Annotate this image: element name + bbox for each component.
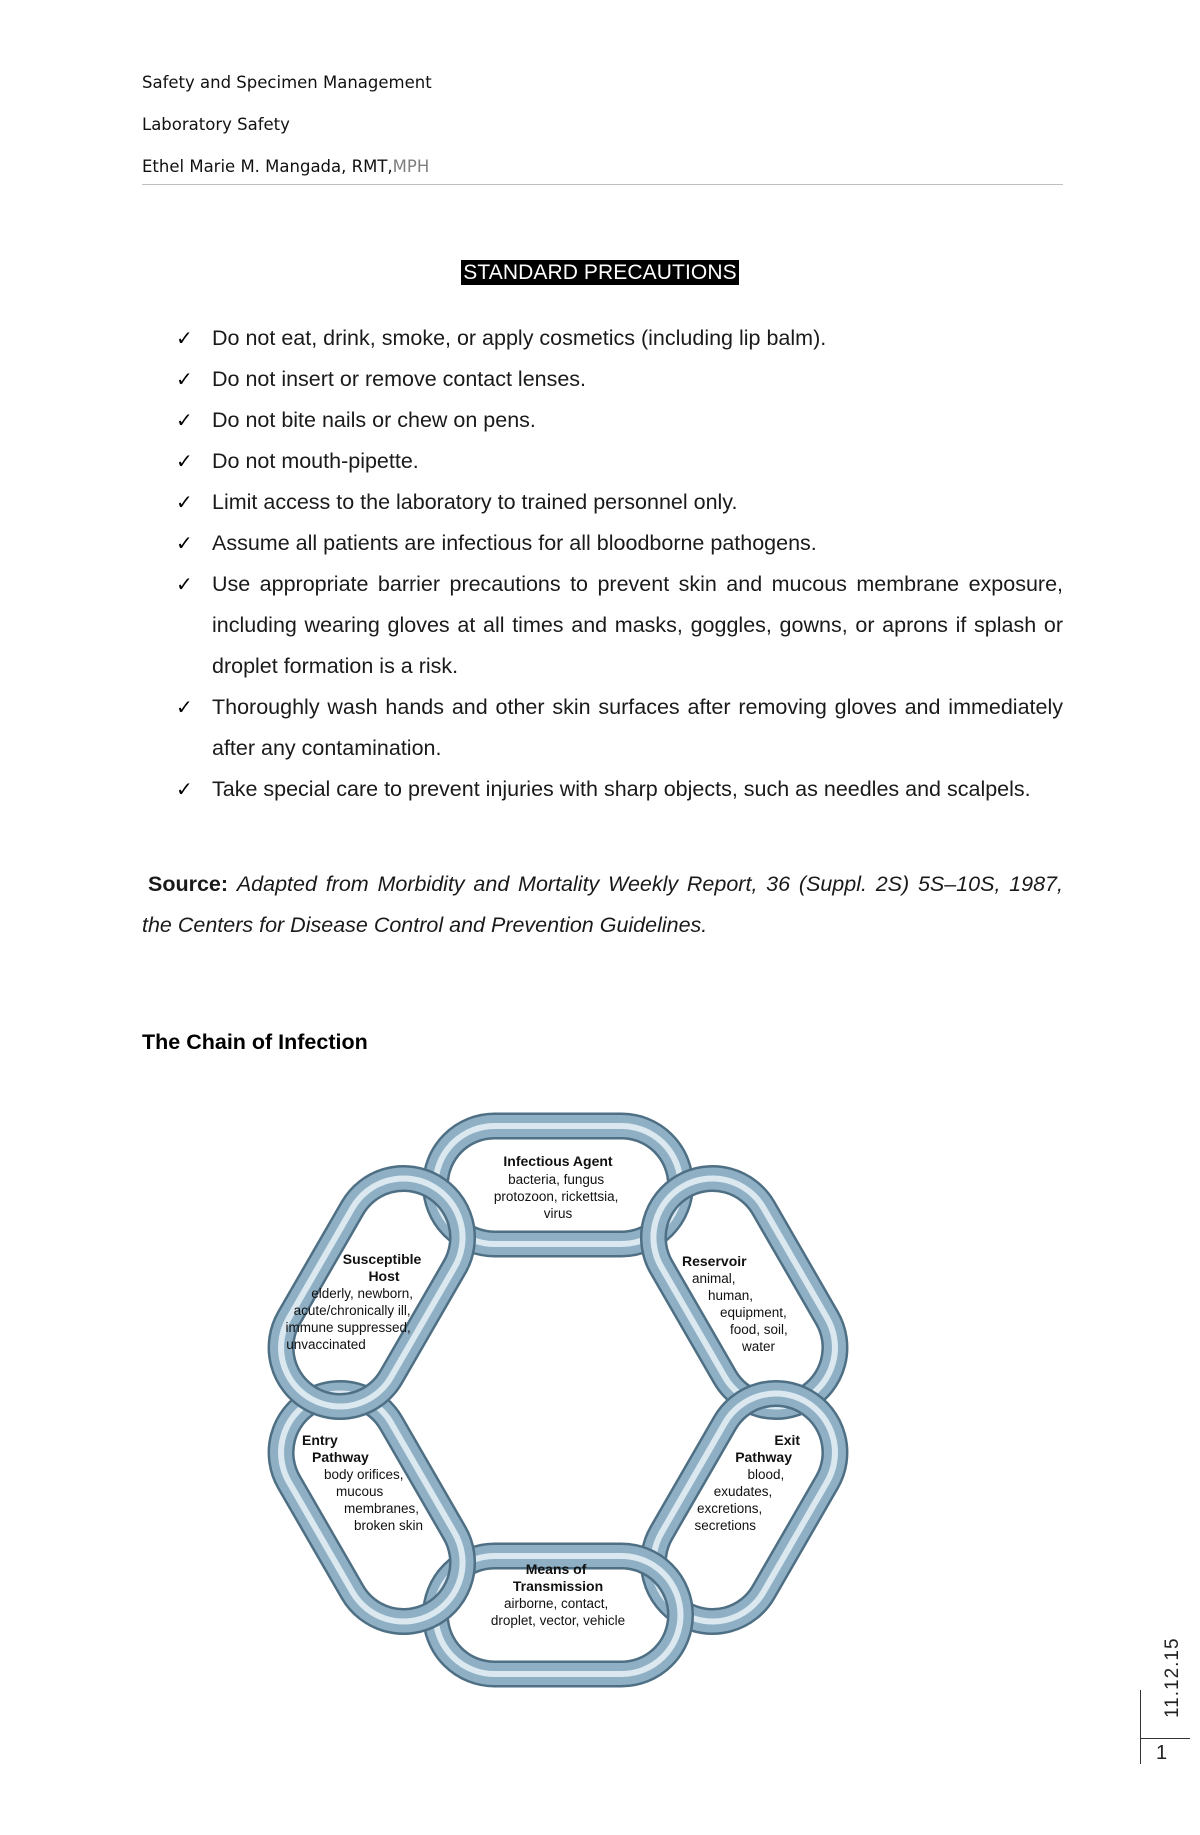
section-title [0,261,1200,285]
label-detail: animal, [692,1271,736,1286]
precaution-text: Limit access to the laboratory to trained personnel only. [212,490,738,514]
checkmark-icon: ✓ [176,572,193,596]
label-title: Pathway [312,1449,369,1465]
label-detail: blood, [747,1467,785,1482]
checkmark-icon: ✓ [176,408,193,432]
header-author [142,156,1063,182]
precaution-text: Use appropriate barrier precautions to prevent skin and mucous membrane exposure, including wearing gloves at all times and masks, goggles, gowns, or aprons if splash or droplet formation is a risk. [212,572,1063,678]
label-detail: water [742,1339,776,1354]
precaution-text: Thoroughly wash hands and other skin surfaces after removing gloves and immediately after any contamination. [212,695,1063,760]
label-title: Pathway [735,1449,792,1465]
checkmark-icon: ✓ [176,777,193,801]
precaution-text: Do not insert or remove contact lenses. [212,367,587,391]
svg-text:airborne, contact, dro [491,1596,625,1628]
footer-divider-horizontal [1140,1738,1190,1739]
checkmark-icon: ✓ [176,326,193,350]
precaution-item [142,769,1063,810]
source-text: Adapted from Morbidity and Mortality Weekly Report, 36 (Suppl. 2S) 5S–10S, 1987, the Centers for Disease Control and Prevention Guidelines. [142,872,1063,937]
label-detail: immune suppressed, [285,1320,411,1335]
label-detail: excretions, [696,1501,763,1516]
header-author-name: Ethel Marie M. Mangada, RMT, [142,157,393,176]
label-title: Means of [525,1561,587,1577]
label-detail: droplet, vector, vehicle [490,1613,626,1628]
chain-of-infection-diagram [240,1100,880,1700]
checkmark-icon: ✓ [176,695,193,719]
precaution-text: Do not mouth-pipette. [212,449,419,473]
source-label: Source: [148,872,229,896]
precaution-item [142,400,1063,441]
label-detail: food, soil, [730,1322,788,1337]
precaution-item [142,318,1063,359]
label-detail: bacteria, fungus [508,1172,605,1187]
header-course: Safety and Specimen Management [142,73,432,92]
header-topic: Laboratory Safety [142,115,290,134]
checkmark-icon: ✓ [176,449,193,473]
chain-diagram-svg [240,1100,880,1700]
label-detail: protozoon, rickettsia, [493,1189,619,1204]
link-label-infectious-agent [494,1153,622,1221]
label-title: Host [368,1268,400,1284]
header-author-suffix: MPH [392,157,430,176]
svg-text:Exit Pathway [735,1432,804,1465]
label-detail: equipment, [720,1305,787,1320]
precautions-list [142,318,1063,810]
svg-text:Reservoir [682,1253,747,1269]
label-title: Entry [302,1432,338,1448]
source-citation [142,864,1063,946]
label-title: Transmission [512,1578,604,1594]
precaution-text: Do not eat, drink, smoke, or apply cosmetics (including lip balm). [212,326,827,350]
label-title: Infectious Agent [503,1153,613,1169]
label-detail: secretions [694,1518,756,1533]
label-detail: unvaccinated [286,1337,366,1352]
header-divider [142,184,1063,185]
label-detail: airborne, contact, [503,1596,609,1611]
link-label-means-of-transmission [491,1561,625,1628]
label-detail: body orifices, [324,1467,404,1482]
checkmark-icon: ✓ [176,367,193,391]
svg-text:Infectious Agent [503,1153,612,1169]
checkmark-icon: ✓ [176,490,193,514]
label-detail: mucous [336,1484,384,1499]
svg-text:Entry Pathway [302,1432,369,1465]
label-title: Reservoir [682,1253,747,1269]
label-title: Susceptible [342,1251,422,1267]
label-detail: human, [708,1288,754,1303]
precaution-item [142,441,1063,482]
precaution-item [142,523,1063,564]
label-detail: broken skin [354,1518,424,1533]
standard-precautions-title: STANDARD PRECAUTIONS [463,261,737,284]
svg-text:Susceptible Host [343,1251,425,1284]
precaution-item [142,687,1063,769]
precaution-text: Take special care to prevent injuries with sharp objects, such as needles and scalpels. [212,777,1031,801]
checkmark-icon: ✓ [176,531,193,555]
precaution-item [142,482,1063,523]
footer-date: 11.12.15 [1162,1637,1183,1718]
footer-divider-vertical [1140,1690,1141,1764]
label-detail: elderly, newborn, [311,1286,414,1301]
label-detail: virus [543,1206,573,1221]
precaution-text: Do not bite nails or chew on pens. [212,408,536,432]
svg-text:Means of Transmission [513,1561,603,1594]
label-detail: membranes, [344,1501,420,1516]
label-detail: exudates, [713,1484,773,1499]
label-title: Exit [774,1432,801,1448]
chain-of-infection-title: The Chain of Infection [142,1030,368,1054]
page-number: 1 [1156,1742,1168,1764]
precaution-item [142,359,1063,400]
document-header [142,72,1063,182]
svg-text:bacteria, fungus proto [494,1172,622,1221]
precaution-item [142,564,1063,687]
label-detail: acute/chronically ill, [293,1303,411,1318]
precaution-text: Assume all patients are infectious for all bloodborne pathogens. [212,531,817,555]
